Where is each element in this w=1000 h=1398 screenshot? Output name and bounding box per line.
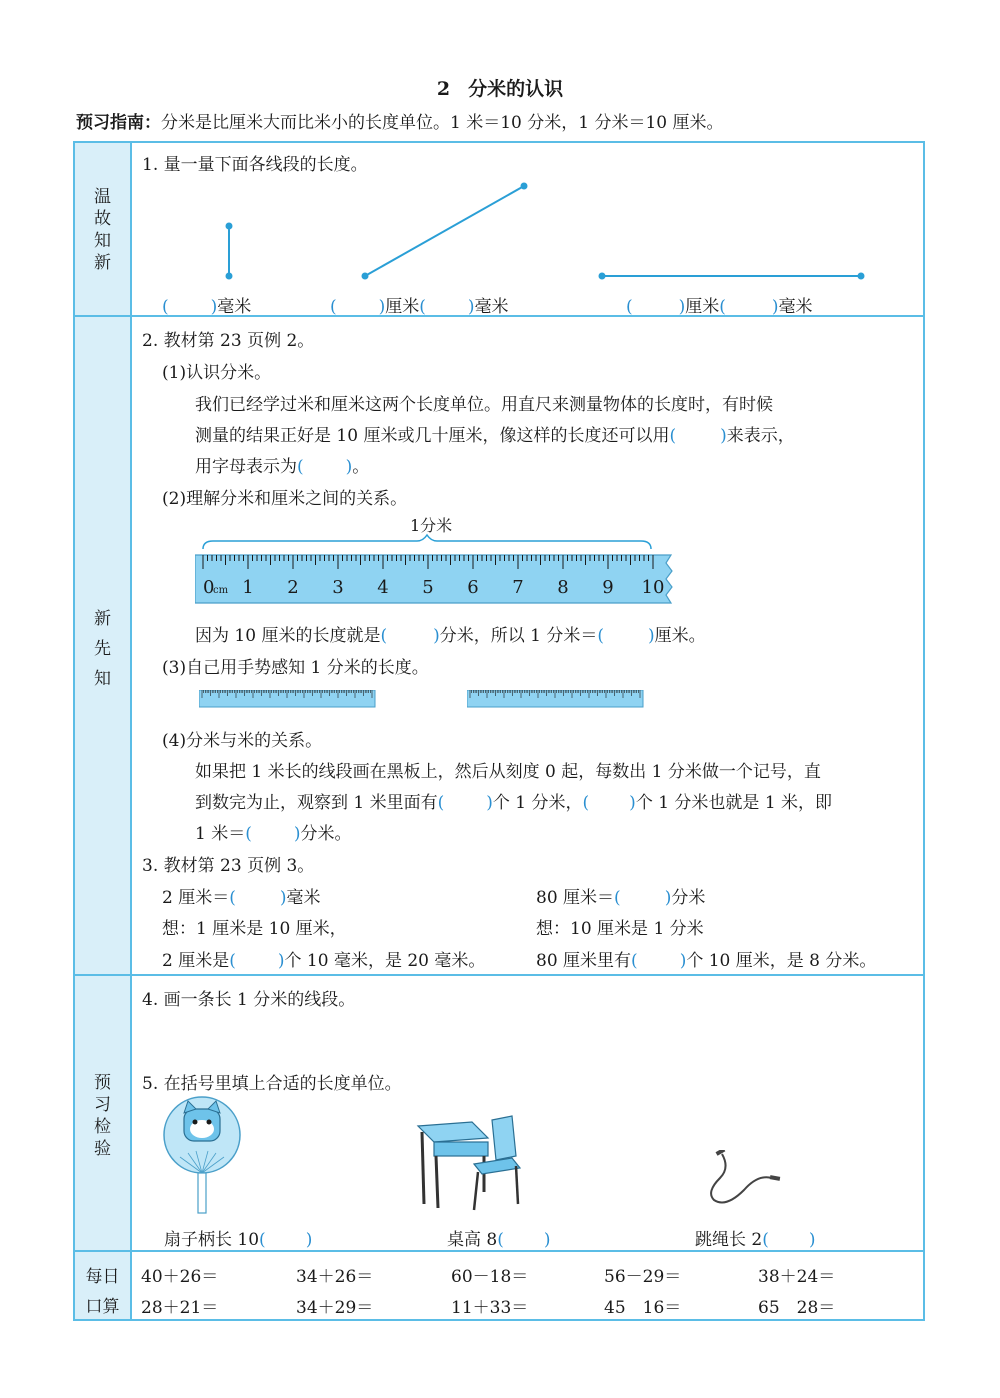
fan-handle bbox=[198, 1173, 206, 1213]
daily-calc[interactable]: 28＋21＝ bbox=[141, 1298, 219, 1318]
segment-vertical bbox=[226, 223, 233, 280]
q5-item-rope: 跳绳长 2( ) bbox=[695, 1230, 816, 1250]
daily-calc[interactable]: 45 16＝ bbox=[604, 1298, 682, 1318]
q3-right-line2: 想：10 厘米是 1 分米 bbox=[536, 919, 704, 939]
daily-calc[interactable]: 56－29＝ bbox=[604, 1267, 682, 1287]
daily-calc[interactable]: 34＋26＝ bbox=[296, 1267, 374, 1287]
jump-rope-illustration bbox=[700, 1150, 790, 1210]
ruler-number: 2 bbox=[287, 577, 299, 598]
ruler-number: 4 bbox=[377, 577, 389, 598]
question-4: 4. 画一条长 1 分米的线段。 bbox=[142, 990, 356, 1010]
ruler-number: 1 bbox=[242, 577, 254, 598]
divider bbox=[130, 143, 132, 1319]
ruler-figure bbox=[195, 533, 685, 609]
q3-right-line1: 80 厘米＝( )分米 bbox=[536, 888, 706, 908]
q2-part-1-title: (1)认识分米。 bbox=[162, 363, 272, 383]
q2-p4-line2: 到数完为止，观察到 1 米里面有( )个 1 分米，( )个 1 分米也就是 1 米，即 bbox=[195, 793, 833, 813]
section-label-check: 预 习 检 验 bbox=[94, 1073, 111, 1159]
q2-part-4-title: (4)分米与米的关系。 bbox=[162, 731, 323, 751]
q3-left-line1: 2 厘米＝( )毫米 bbox=[162, 888, 321, 908]
ruler-number: 9 bbox=[602, 577, 614, 598]
q2-p1-line3: 用字母表示为( )。 bbox=[195, 457, 370, 477]
small-ruler-left bbox=[199, 690, 379, 710]
q2-part-2-title: (2)理解分米和厘米之间的关系。 bbox=[162, 489, 408, 509]
section-label-daily: 每日 口算 bbox=[85, 1267, 120, 1317]
preview-guide bbox=[76, 108, 724, 133]
question-5: 5. 在括号里填上合适的长度单位。 bbox=[142, 1074, 402, 1094]
guide-text: 分米是比厘米大而比米小的长度单位。1 米＝10 分米，1 分米＝10 厘米。 bbox=[161, 113, 724, 133]
line-segments-figure bbox=[200, 170, 900, 300]
ruler-number: 10 bbox=[641, 577, 665, 598]
q2-p2-fill: 因为 10 厘米的长度就是( )分米，所以 1 分米＝( )厘米。 bbox=[195, 626, 706, 646]
question-2: 2. 教材第 23 页例 2。 bbox=[142, 331, 315, 351]
fan-illustration bbox=[160, 1095, 250, 1215]
q3-left-line2: 想：1 厘米是 10 厘米， bbox=[162, 919, 347, 939]
q2-p4-line1: 如果把 1 米长的线段画在黑板上，然后从刻度 0 起，每数出 1 分米做一个记号，直 bbox=[195, 762, 821, 782]
ruler-number: 8 bbox=[557, 577, 569, 598]
q1-answer-1: ( )毫米 bbox=[162, 297, 252, 317]
daily-calc[interactable]: 65 28＝ bbox=[758, 1298, 836, 1318]
desk-illustration bbox=[412, 1112, 532, 1212]
segment-diagonal bbox=[362, 183, 528, 280]
q2-part-3-title: (3)自己用手势感知 1 分米的长度。 bbox=[162, 658, 429, 678]
q5-item-desk: 桌高 8( ) bbox=[447, 1230, 551, 1250]
q2-p4-line3: 1 米＝( )分米。 bbox=[195, 824, 352, 844]
divider bbox=[75, 1250, 923, 1252]
small-ruler-right bbox=[467, 690, 647, 710]
q3-left-line3: 2 厘米是( )个 10 毫米，是 20 毫米。 bbox=[162, 951, 486, 971]
ruler-number: 0 bbox=[203, 577, 215, 598]
daily-calc[interactable]: 38＋24＝ bbox=[758, 1267, 836, 1287]
q5-item-fan: 扇子柄长 10( ) bbox=[164, 1230, 313, 1250]
q2-p1-line2: 测量的结果正好是 10 厘米或几十厘米，像这样的长度还可以用( )来表示， bbox=[195, 426, 795, 446]
brace bbox=[203, 535, 651, 549]
daily-calc[interactable]: 40＋26＝ bbox=[141, 1267, 219, 1287]
ruler-number: 7 bbox=[512, 577, 524, 598]
q2-p1-line1: 我们已经学过米和厘米这两个长度单位。用直尺来测量物体的长度时，有时候 bbox=[195, 395, 773, 415]
divider bbox=[75, 974, 923, 976]
ruler-number: 3 bbox=[332, 577, 344, 598]
question-1: 1. 量一量下面各线段的长度。 bbox=[142, 155, 368, 175]
ruler-number: 6 bbox=[467, 577, 479, 598]
q3-right-line3: 80 厘米里有( )个 10 厘米，是 8 分米。 bbox=[536, 951, 877, 971]
daily-calc[interactable]: 34＋29＝ bbox=[296, 1298, 374, 1318]
question-3: 3. 教材第 23 页例 3。 bbox=[142, 856, 315, 876]
section-label-new: 新 先 知 bbox=[94, 609, 111, 689]
guide-label: 预习指南： bbox=[76, 113, 161, 133]
page-title: 2 分米的认识 bbox=[436, 78, 564, 100]
section-label-review: 温 故 知 新 bbox=[94, 187, 111, 273]
daily-calc[interactable]: 60－18＝ bbox=[451, 1267, 529, 1287]
q1-answer-2: ( )厘米( )毫米 bbox=[330, 297, 509, 317]
daily-calc[interactable]: 11＋33＝ bbox=[451, 1298, 529, 1318]
q1-answer-3: ( )厘米( )毫米 bbox=[626, 297, 813, 317]
segment-horizontal bbox=[599, 273, 865, 280]
ruler-unit: cm bbox=[213, 585, 229, 596]
ruler-number: 5 bbox=[422, 577, 434, 598]
ruler-label: 1分米 bbox=[410, 516, 453, 535]
